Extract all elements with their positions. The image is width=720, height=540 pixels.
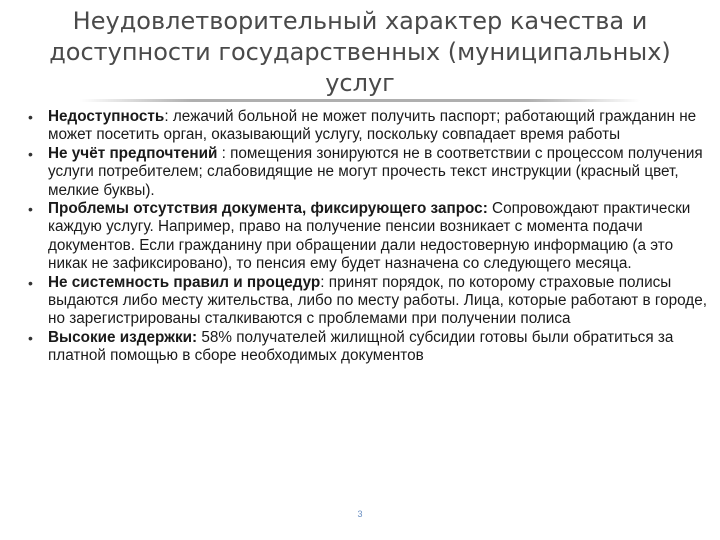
bullet-icon: • bbox=[28, 201, 33, 218]
bullet-text: : помещения зонируются не в соответствии с процессом получения услуги потребителем; слабовидящие не могут прочесть текст инструкции (красный цвет, мелкие буквы). bbox=[48, 144, 703, 199]
bullet-item-costs bbox=[28, 329, 708, 366]
bullet-icon: • bbox=[28, 274, 33, 291]
bullet-item-documents bbox=[28, 200, 708, 274]
title-divider bbox=[80, 99, 640, 102]
bullet-icon: • bbox=[28, 145, 33, 162]
bullet-item-inaccessibility bbox=[28, 108, 708, 145]
bullet-list bbox=[28, 108, 708, 366]
bullet-text: 58% получателей жилищной субсидии готовы были обратиться за платной помощью в сборе необходимых документов bbox=[48, 328, 674, 365]
bullet-icon: • bbox=[28, 109, 33, 125]
slide-title: Неудовлетворительный характер качества и доступности государственных (муниципальных) услуг bbox=[49, 7, 671, 97]
bullet-heading: Недоступность bbox=[48, 108, 165, 125]
bullet-heading: Проблемы отсутствия документа, фиксирующего запрос: bbox=[48, 200, 488, 218]
bullet-heading: Высокие издержки: bbox=[48, 328, 198, 346]
bullet-text: Сопровождают практически каждую услугу. Например, право на получение пенсии возникает с момента подачи документов. Если гражданину при обращении дали недостоверную информацию (а это никак не зафиксировано), то пенсия ему будет назначена со следующего месяца. bbox=[48, 200, 691, 273]
bullet-icon: • bbox=[28, 329, 33, 346]
bullet-heading: Не системность правил и процедур bbox=[48, 273, 321, 291]
page-number: 3 bbox=[357, 509, 363, 519]
bullet-item-procedures bbox=[28, 274, 708, 329]
bullet-heading: Не учёт предпочтений bbox=[48, 144, 218, 162]
bullet-text: : лежачий больной не может получить паспорт; работающий гражданин не может посетить орган, оказывающий услугу, поскольку совпадает время работы bbox=[48, 108, 697, 144]
bullet-item-preferences bbox=[28, 145, 708, 200]
bullet-text: : принят порядок, по которому страховые полисы выдаются либо месту жительства, либо по месту работы. Лица, которые работают в городе, но зарегистрированы сталкиваются с проблемами при получении полиса bbox=[48, 273, 707, 328]
